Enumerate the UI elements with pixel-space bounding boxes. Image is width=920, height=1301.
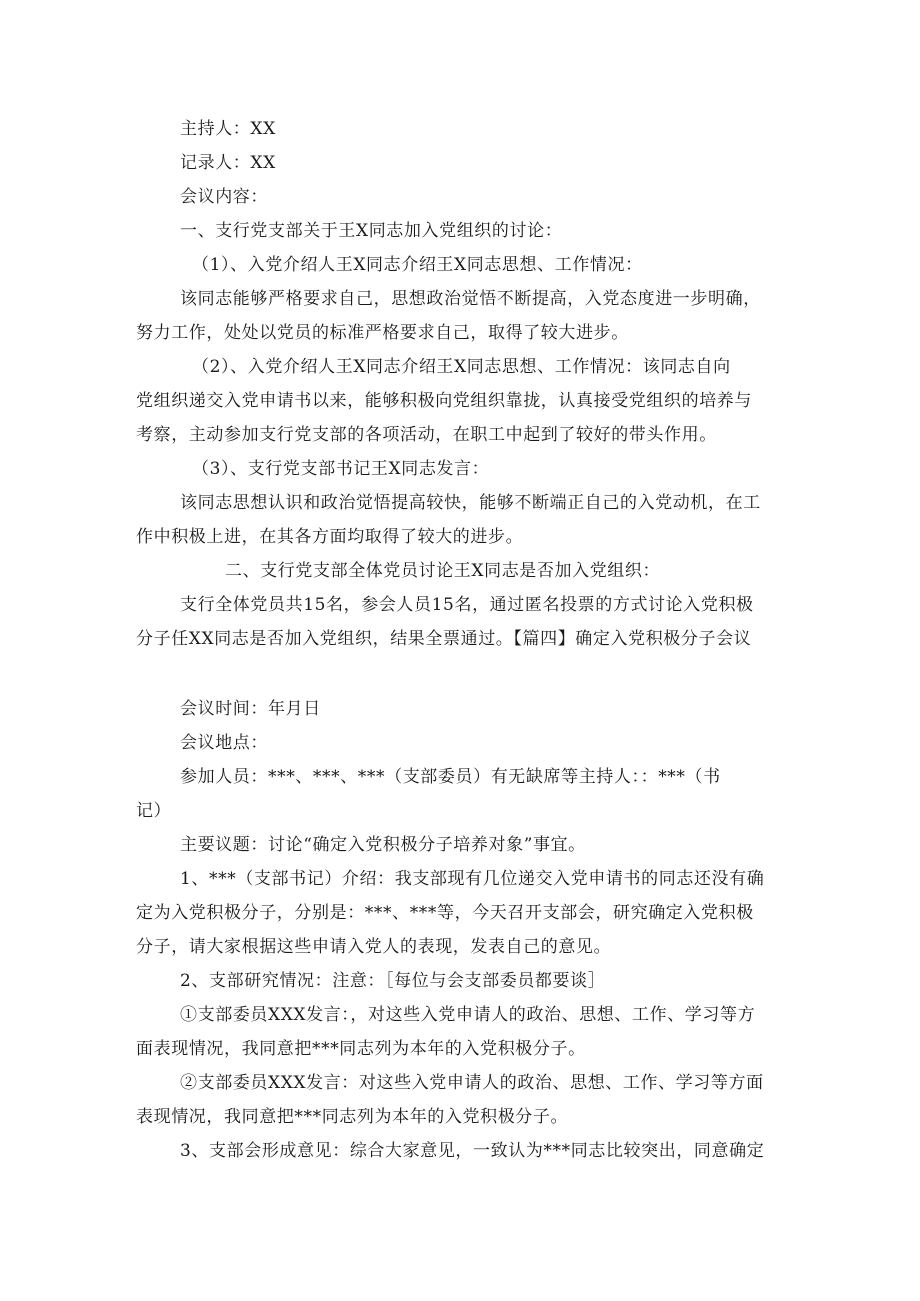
paragraph-line: 分子，请大家根据这些申请入党人的表现，发表自己的意见。 [136,937,612,957]
paragraph-line: ①支部委员XXX发言：，对这些入党申请人的政治、思想、工作、学习等方 [180,1005,756,1025]
paragraph-line: 2、支部研究情况：注意：［每位与会支部委员都要谈］ [180,971,606,991]
main-topic: 主要议题：讨论“确定入党积极分子培养对象”事宜。 [180,835,586,855]
paragraph-line: 定为入党积极分子，分别是：***、***等，今天召开支部会，研究确定入党积极 [136,903,754,923]
paragraph-line: 支行全体党员共15名，参会人员15名，通过匿名投票的方式讨论入党积极 [180,595,754,615]
paragraph-line: 1、***（支部书记）介绍：我支部现有几位递交入党申请书的同志还没有确 [180,869,765,889]
meeting-location: 会议地点： [180,733,268,753]
paragraph-line: 党组织递交入党申请书以来，能够积极向党组织靠拢，认真接受党组织的培养与 [136,391,752,411]
paragraph-line: 作中积极上进，在其各方面均取得了较大的进步。 [136,527,524,547]
paragraph-line: 面表现情况，我同意把***同志列为本年的入党积极分子。 [136,1039,586,1059]
attendees-line: 记） [136,801,172,821]
paragraph-line: 该同志思想认识和政治觉悟提高较快，能够不断端正自己的入党动机，在工 [180,493,761,513]
item-2-heading: （2）、入党介绍人王X同志介绍王X同志思想、工作情况：该同志自向 [192,357,731,377]
attendees-line: 参加人员：***、***、***（支部委员）有无缺席等主持人：：***（书 [180,767,721,787]
recorder-line: 记录人：XX [180,153,276,173]
section-heading-1: 一、支行党支部关于王X同志加入党组织的讨论： [180,221,563,241]
paragraph-line: 分子任XX同志是否加入党组织，结果全票通过。【篇四】确定入党积极分子会议 [136,629,752,649]
paragraph-line: 表现情况，我同意把***同志列为本年的入党积极分子。 [136,1107,569,1127]
host-line: 主持人：XX [180,119,276,139]
paragraph-line: ②支部委员XXX发言：对这些入党申请人的政治、思想、工作、学习等方面 [180,1073,764,1093]
paragraph-line: 努力工作，处处以党员的标准严格要求自己，取得了较大进步。 [136,323,629,343]
section-heading-2: 二、支行党支部全体党员讨论王X同志是否加入党组织： [225,561,661,581]
meeting-time: 会议时间：年月日 [180,699,321,719]
meeting-content-label: 会议内容： [180,187,268,207]
paragraph-line: 3、支部会形成意见：综合大家意见，一致认为***同志比较突出，同意确定 [180,1141,765,1161]
item-1-heading: （1）、入党介绍人王X同志介绍王X同志思想、工作情况： [192,255,643,275]
paragraph-line: 考察，主动参加支行党支部的各项活动，在职工中起到了较好的带头作用。 [136,425,717,445]
paragraph-line: 该同志能够严格要求自己，思想政治觉悟不断提高，入党态度进一步明确， [180,289,761,309]
item-3-heading: （3）、支行党支部书记王X同志发言： [192,459,490,479]
